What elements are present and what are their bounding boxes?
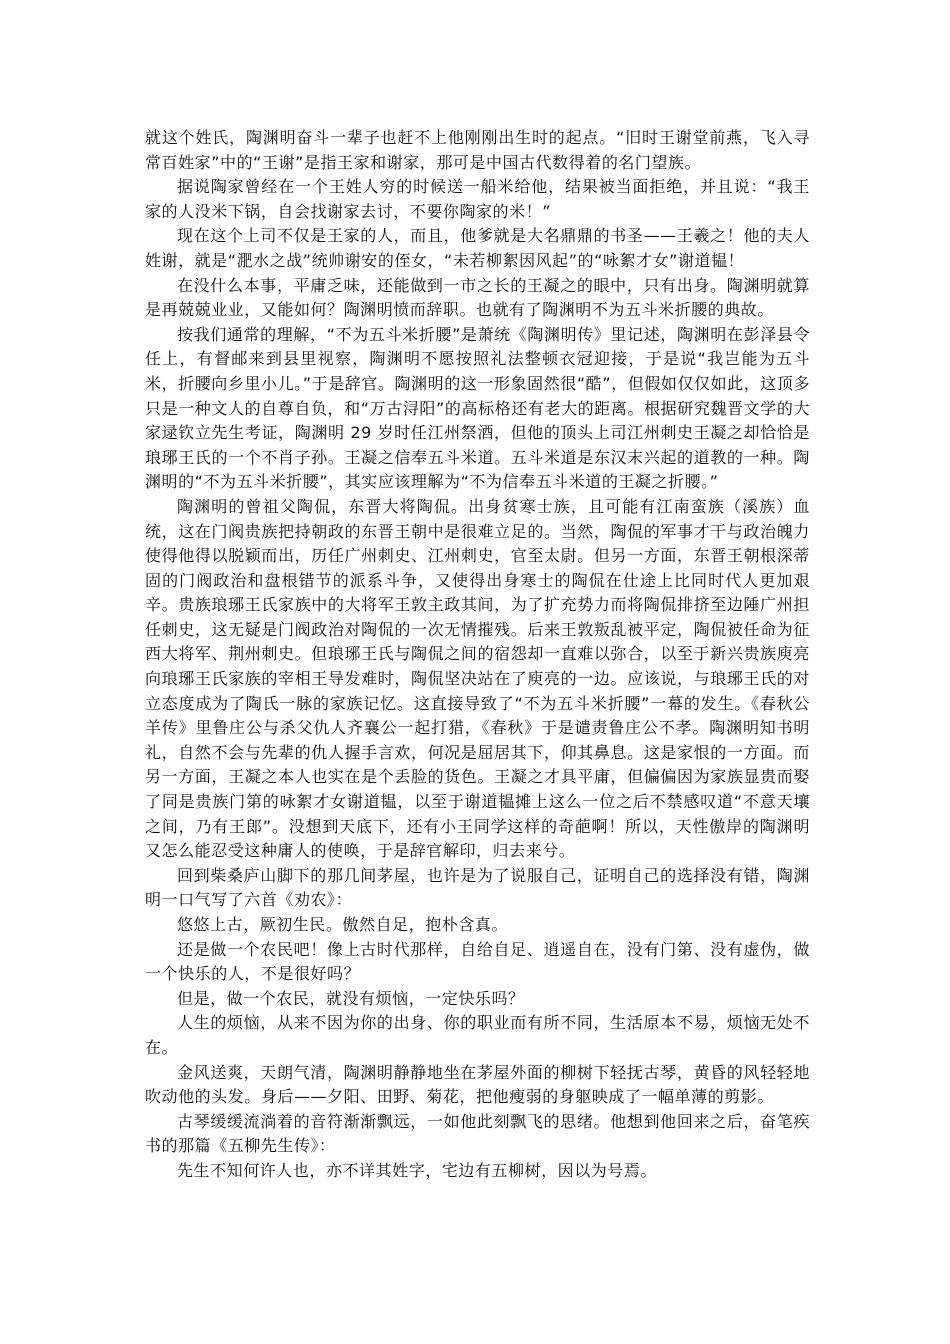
paragraph: 但是，做一个农民，就没有烦恼，一定快乐吗？ [177, 988, 525, 1008]
paragraph: 还是做一个农民吧！像上古时代那样，自给自足、逍遥自在，没有门第、没有虚伪，做一个快乐的人，不是很好吗？ [145, 939, 810, 984]
paragraph: 陶渊明的曾祖父陶侃，东晋大将陶侃。出身贫寒士族，且可能有江南蛮族（溪族）血统，这在门阀贵族把持朝政的东晋王朝中是很难立足的。当然，陶侃的军事才干与政治魄力使得他得以脱颖而出，历任广州刺史、江州刺史，官至太尉。但另一方面，东晋王朝根深蒂固的门阀政治和盘根错节的派系斗争，又使得出身寒士的陶侃在仕途上比同时代人更加艰辛。贵族琅琊王氏家族中的大将军王敦主政其间，为了扩充势力而将陶侃排挤至边陲广州担任刺史，这无疑是门阀政治对陶侃的一次无情摧残。后来王敦叛乱被平定，陶侃被任命为征西大将军、荆州刺史。但琅琊王氏与陶侃之间的宿怨却一直难以弥合，以至于新兴贵族庾亮向琅琊王氏家族的宰相王导发难时，陶侃坚决站在了庾亮的一边。应该说，与琅琊王氏的对立态度成为了陶氏一脉的家族记忆。这直接导致了“不为五斗米折腰”一幕的发生。《春秋公羊传》里鲁庄公与杀父仇人齐襄公一起打猎，《春秋》于是谴责鲁庄公不孝。陶渊明知书明礼，自然不会与先辈的仇人握手言欢，何况是屈居其下，仰其鼻息。这是家恨的一方面。而另一方面，王凝之本人也实在是个丢脸的货色。王凝之才具平庸，但偏偏因为家族显贵而娶了同是贵族门第的咏絮才女谢道韫，以至于谢道韫摊上这么一位之后不禁感叹道“不意天壤之间，乃有王郎”。没想到天底下，还有小王同学这样的奇葩啊！所以，天性傲岸的陶渊明又怎么能忍受这种庸人的使唤，于是辞官解印，归去来兮。 [145, 496, 810, 861]
paragraph: 现在这个上司不仅是王家的人，而且，他爹就是大名鼎鼎的书圣——王羲之！他的夫人姓谢，就是“淝水之战”统帅谢安的侄女，“未若柳絮因风起”的“咏絮才女”谢道韫！ [145, 226, 810, 270]
paragraph: 按我们通常的理解，“不为五斗米折腰”是萧统《陶渊明传》里记述，陶渊明在彭泽县令任上，有督邮来到县里视察，陶渊明不愿按照礼法整顿衣冠迎接，于是说“我岂能为五斗米，折腰向乡里小儿。”于是辞官。陶渊明的这一形象固然很“酷”，但假如仅仅如此，这顶多只是一种文人的自尊自负，和“万古浔阳”的高标格还有老大的距离。根据研究魏晋文学的大家逯钦立先生考证，陶渊明 29 岁时任江州祭酒，但他的顶头上司江州刺史王凝之却恰恰是琅琊王氏的一个不肖子孙。王凝之信奉五斗米道。五斗米道是东汉末兴起的道教的一种。陶渊明的“不为五斗米折腰”，其实应该理解为“不为信奉五斗米道的王凝之折腰。” [145, 324, 810, 492]
quoted-line: 先生不知何许人也，亦不详其姓字，宅边有五柳树，因以为号焉。 [177, 1160, 657, 1180]
poem-line: 悠悠上古，厥初生民。傲然自足，抱朴含真。 [177, 915, 509, 934]
paragraph: 古琴缓缓流淌着的音符渐渐飘远，一如他此刻飘飞的思绪。他想到他回来之后，奋笔疾书的那篇《五柳先生传》： [145, 1111, 810, 1156]
article-body [145, 126, 810, 1184]
paragraph: 在没什么本事，平庸乏味，还能做到一市之长的王凝之的眼中，只有出身。陶渊明就算是再兢兢业业，又能如何？陶渊明愤而辞职。也就有了陶渊明不为五斗米折腰的典故。 [145, 275, 810, 320]
paragraph: 回到柴桑庐山脚下的那几间茅屋，也许是为了说服自己，证明自己的选择没有错，陶渊明一口气写了六首《劝农》： [145, 865, 810, 910]
paragraph: 据说陶家曾经在一个王姓人穷的时候送一船米给他，结果被当面拒绝，并且说：“我王家的人没米下锅，自会找谢家去讨，不要你陶家的米！” [145, 177, 810, 221]
paragraph: 人生的烦恼，从来不因为你的出身、你的职业而有所不同，生活原本不易，烦恼无处不在。 [145, 1013, 810, 1057]
paragraph: 金风送爽，天朗气清，陶渊明静静地坐在茅屋外面的柳树下轻抚古琴，黄昏的风轻轻地吹动他的头发。身后——夕阳、田野、菊花，把他瘦弱的身躯映成了一幅单薄的剪影。 [145, 1062, 810, 1107]
paragraph: 就这个姓氏，陶渊明奋斗一辈子也赶不上他刚刚出生时的起点。“旧时王谢堂前燕，飞入寻常百姓家”中的“王谢”是指王家和谢家，那可是中国古代数得着的名门望族。 [145, 128, 810, 172]
